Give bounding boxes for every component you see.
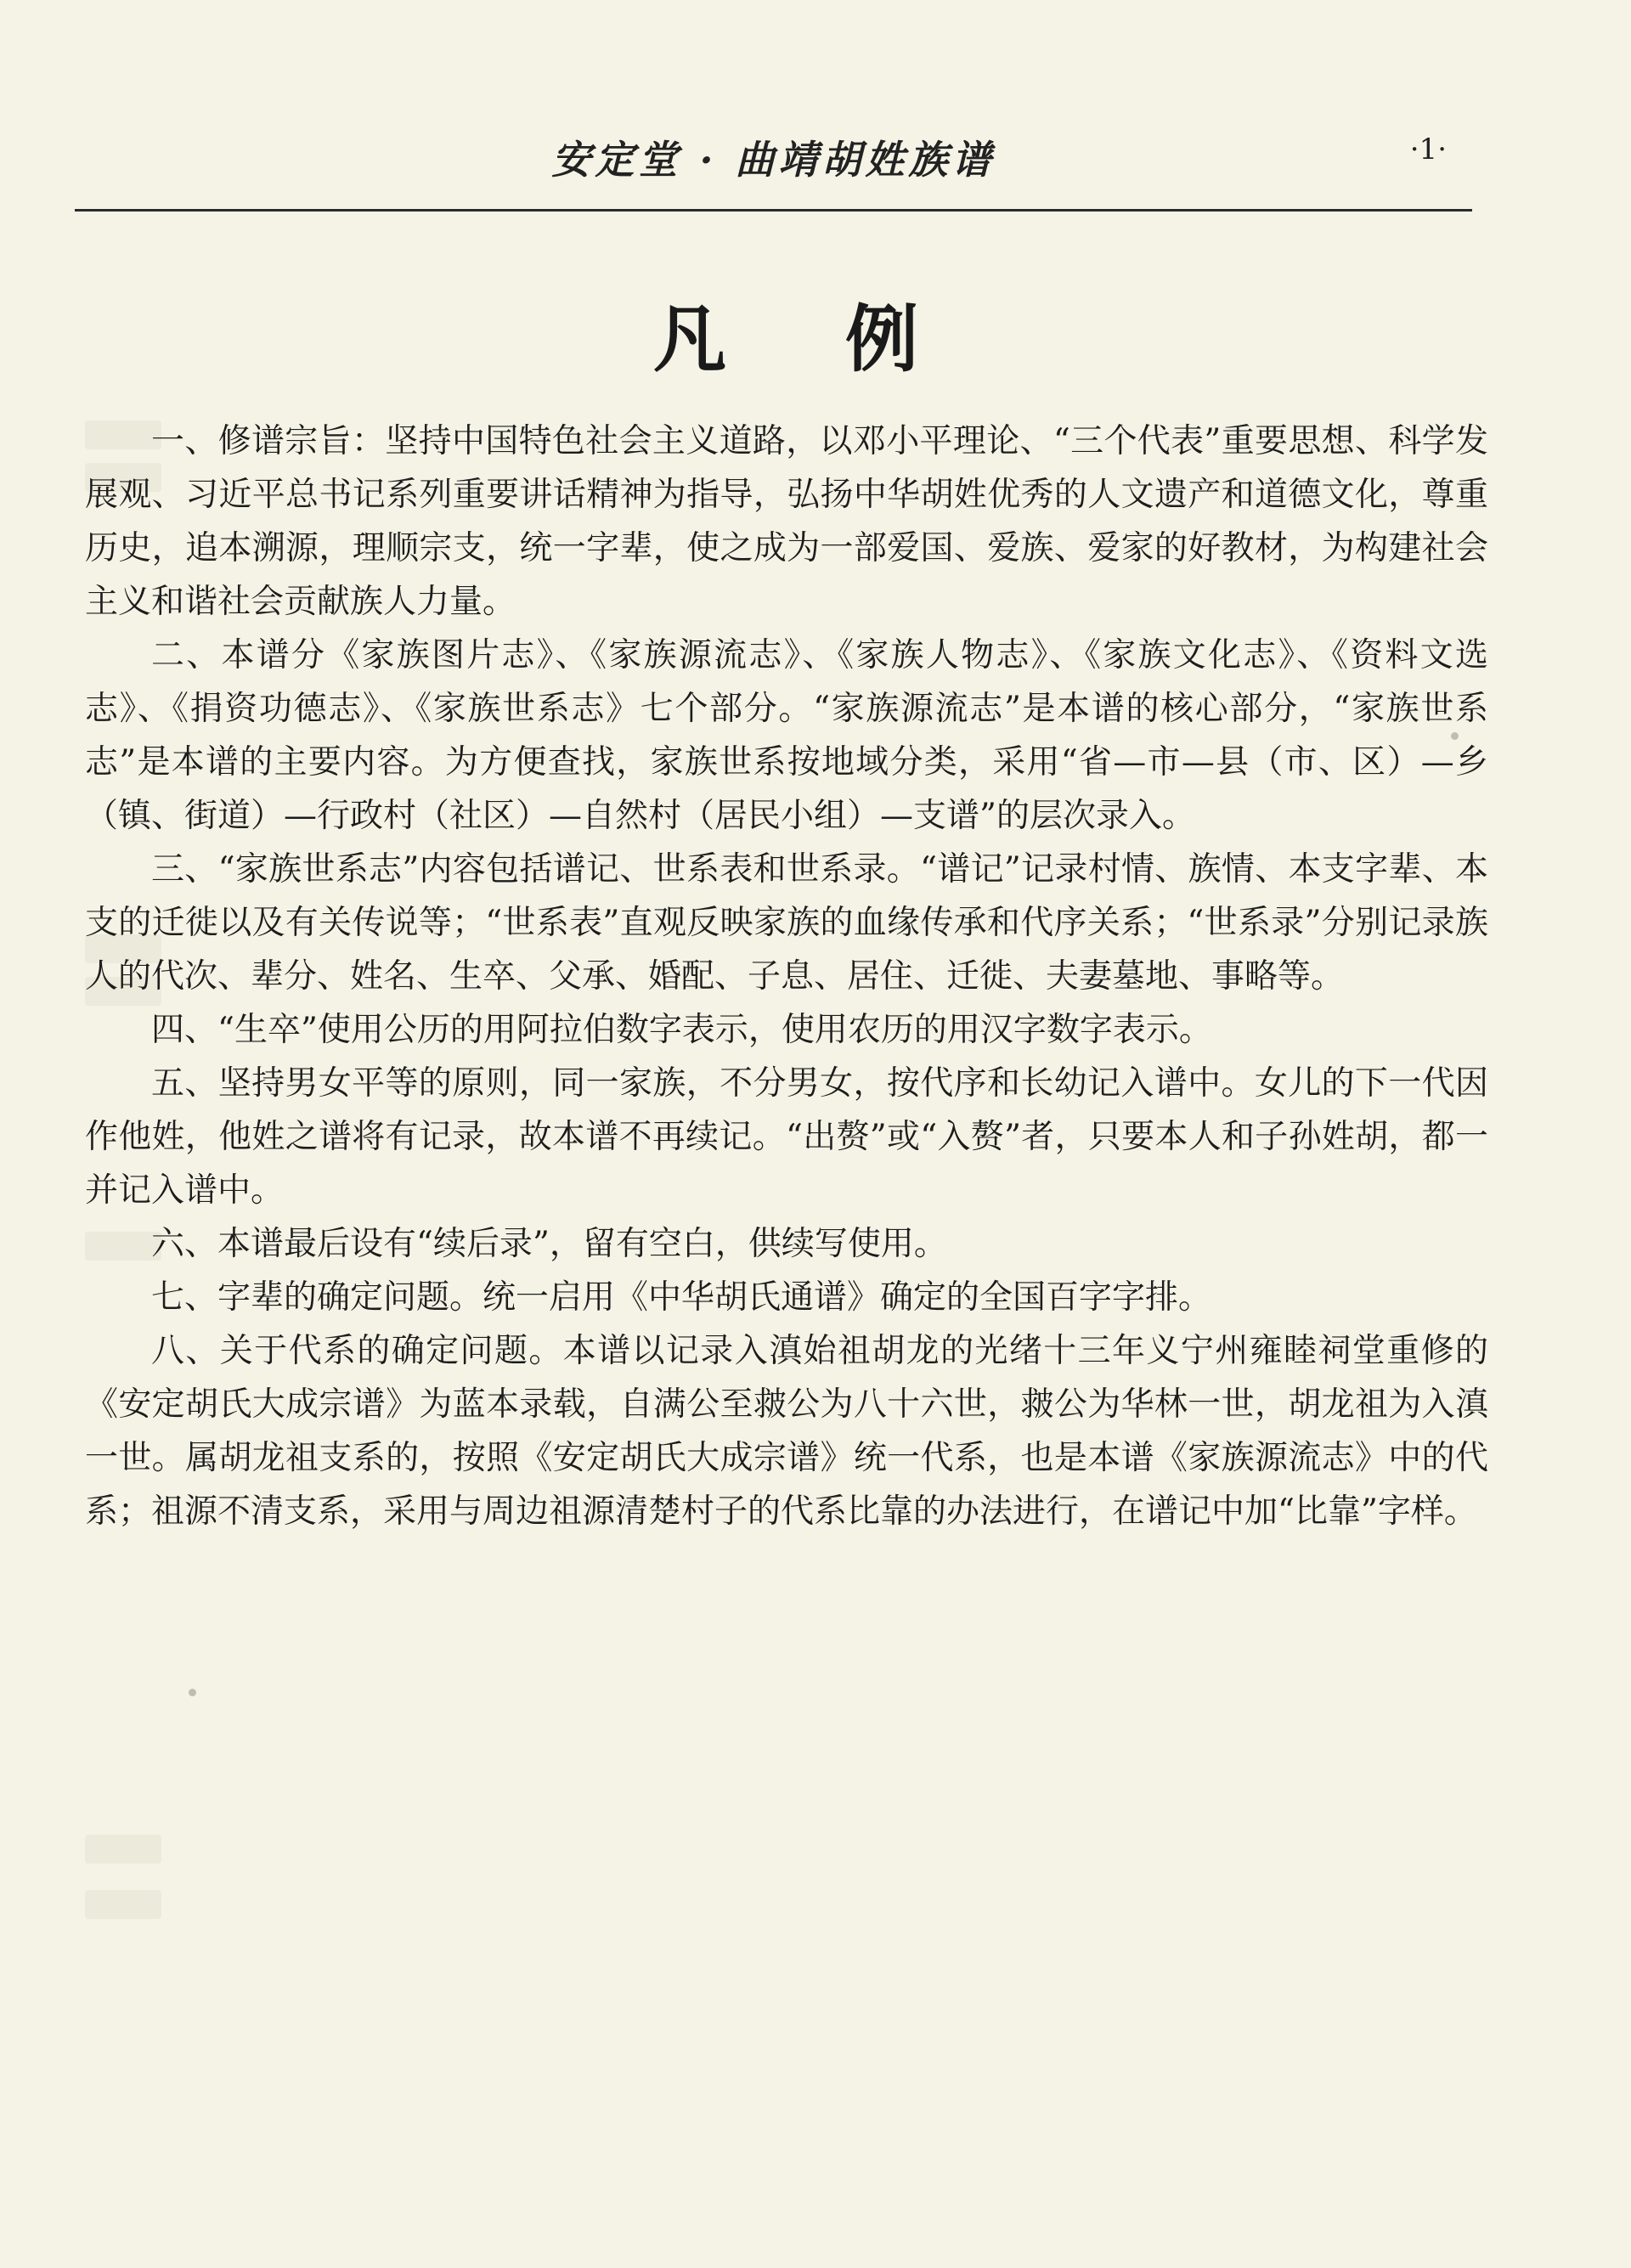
page-header [75, 127, 1472, 183]
page-number: ·1· [1409, 133, 1447, 166]
ink-speck [189, 1689, 196, 1696]
paragraph: 三、“家族世系志”内容包括谱记、世系表和世系录。“谱记”记录村情、族情、本支字辈、本支的迁徙以及有关传说等；“世系表”直观反映家族的血缘传承和代序关系；“世系录”分别记录族人的代次、辈分、姓名、生卒、父承、婚配、子息、居住、迁徙、夫妻墓地、事略等。 [85, 850, 1488, 996]
running-title: 安定堂 · 曲靖胡姓族谱 [551, 137, 996, 183]
paragraph: 四、“生卒”使用公历的用阿拉伯数字表示，使用农历的用汉字数字表示。 [151, 1011, 1212, 1049]
paragraph: 一、修谱宗旨：坚持中国特色社会主义道路，以邓小平理论、“三个代表”重要思想、科学发展观、习近平总书记系列重要讲话精神为指导，弘扬中华胡姓优秀的人文遗产和道德文化，尊重历史，追本溯源，理顺宗支，统一字辈，使之成为一部爱国、爱族、爱家的好教材，为构建社会主义和谐社会贡献族人力量。 [85, 422, 1488, 621]
bleed-through-mark [85, 1835, 161, 1864]
paragraph: 五、坚持男女平等的原则，同一家族，不分男女，按代序和长幼记入谱中。女儿的下一代因作他姓，他姓之谱将有记录，故本谱不再续记。“出赘”或“入赘”者，只要本人和子孙姓胡，都一并记入谱中。 [85, 1064, 1488, 1210]
header-rule [75, 209, 1472, 212]
paragraph: 七、字辈的确定问题。统一启用《中华胡氏通谱》确定的全国百字字排。 [151, 1278, 1212, 1317]
ink-speck [1451, 732, 1459, 740]
section-heading: 凡例 [653, 296, 1037, 382]
paragraph: 六、本谱最后设有“续后录”，留有空白，供续写使用。 [151, 1225, 947, 1263]
paragraph: 二、本谱分《家族图片志》、《家族源流志》、《家族人物志》、《家族文化志》、《资料文选志》、《捐资功德志》、《家族世系志》七个部分。“家族源流志”是本谱的核心部分，“家族世系志”是本谱的主要内容。为方便查找，家族世系按地域分类，采用“省—市—县（市、区）—乡（镇、街道）—行政村（社区）—自然村（居民小组）—支谱”的层次录入。 [85, 636, 1488, 835]
body-text [85, 415, 1488, 1538]
paragraph: 八、关于代系的确定问题。本谱以记录入滇始祖胡龙的光绪十三年义宁州雍睦祠堂重修的《安定胡氏大成宗谱》为蓝本录载，自满公至皳公为八十六世，皳公为华林一世，胡龙祖为入滇一世。属胡龙祖支系的，按照《安定胡氏大成宗谱》统一代系，也是本谱《家族源流志》中的代系；祖源不清支系，采用与周边祖源清楚村子的代系比靠的办法进行，在谱记中加“比靠”字样。 [85, 1332, 1488, 1531]
bleed-through-mark [85, 1890, 161, 1919]
